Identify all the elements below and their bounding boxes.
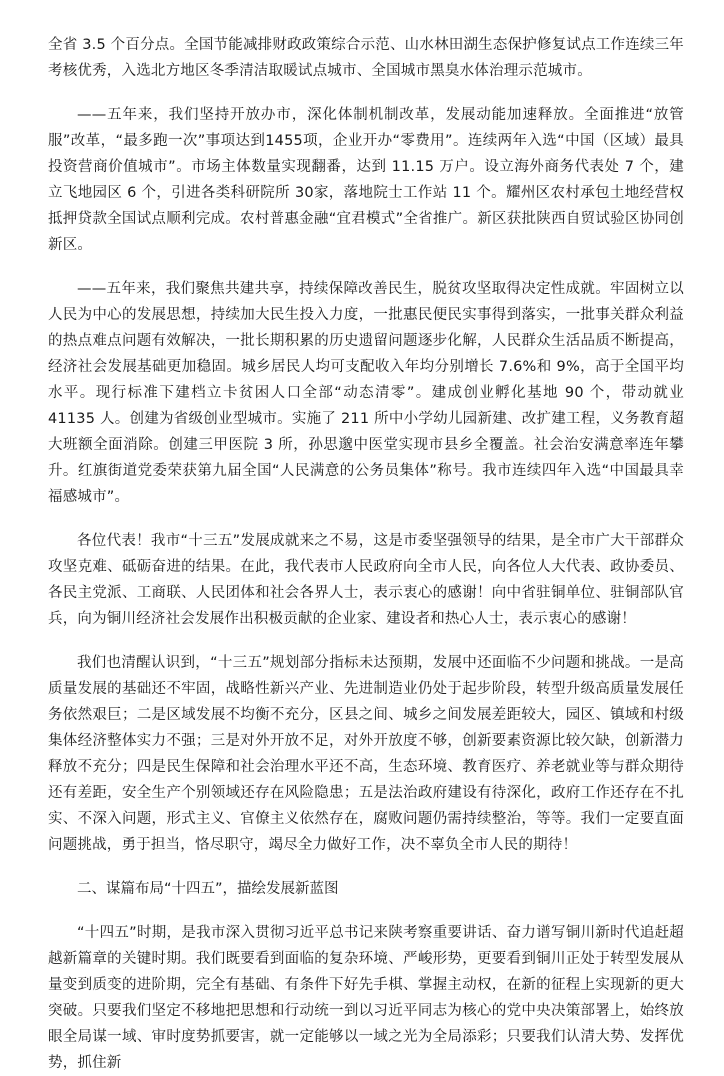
paragraph-gap — [48, 858, 684, 876]
document-page — [48, 32, 684, 1076]
paragraph-4: 各位代表！我市“十三五”发展成就来之不易，这是市委坚强领导的结果，是全市广大干部群众攻坚克难、砥砺奋进的结果。在此，我代表市人民政府向全市人民，向各位人大代表、政协委员、各民主党派、工商联、人民团体和社会各界人士，表示衷心的感谢！向中省驻铜单位、驻铜部队官兵，向为铜川经济社会发展作出积极贡献的企业家、建设者和热心人士，表示衷心的感谢！ — [48, 533, 684, 627]
paragraph-gap — [48, 258, 684, 276]
paragraph-gap — [48, 84, 684, 102]
paragraph-1: 全省 3.5 个百分点。全国节能减排财政政策综合示范、山水林田湖生态保护修复试点工作连续三年考核优秀，入选北方地区冬季清洁取暖试点城市、全国城市黑臭水体治理示范城市。 — [48, 37, 684, 79]
paragraph-gap — [48, 510, 684, 528]
paragraph-gap — [48, 902, 684, 920]
paragraph-5: 我们也清醒认识到，“十三五”规划部分指标未达预期，发展中还面临不少问题和挑战。一是高质量发展的基础还不牢固，战略性新兴产业、先进制造业仍处于起步阶段，转型升级高质量发展任务依然艰巨；二是区域发展不均衡不充分，区县之间、城乡之间发展差距较大，园区、镇域和村级集体经济整体实力不强；三是对外开放不足，对外开放度不够，创新要素资源比较欠缺，创新潜力释放不充分；四是民生保障和社会治理水平还不高，生态环境、教育医疗、养老就业等与群众期待还有差距，安全生产个别领域还存在风险隐患；五是法治政府建设有待深化，政府工作还存在不扎实、不深入问题，形式主义、官僚主义依然存在，腐败问题仍需持续整治，等等。我们一定要直面问题挑战，勇于担当，恪尽职守，竭尽全力做好工作，决不辜负全市人民的期待！ — [48, 655, 684, 853]
paragraph-6: “十四五”时期，是我市深入贯彻习近平总书记来陕考察重要讲话、奋力谱写铜川新时代追赶超越新篇章的关键时期。我们既要看到面临的复杂环境、严峻形势，更要看到铜川正处于转型发展从量变到质变的进阶期，完全有基础、有条件下好先手棋、掌握主动权，在新的征程上实现新的更大突破。只要我们坚定不移地把思想和行动统一到以习近平同志为核心的党中央决策部署上，始终放眼全局谋一域、审时度势抓要害，就一定能够以一域之光为全局添彩；只要我们认清大势、发挥优势，抓住新 — [48, 925, 684, 1071]
section-heading: 二、谋篇布局“十四五”，描绘发展新蓝图 — [77, 881, 339, 897]
paragraph-3: ——五年来，我们聚焦共建共享，持续保障改善民生，脱贫攻坚取得决定性成就。牢固树立以人民为中心的发展思想，持续加大民生投入力度，一批惠民便民实事得到落实，一批事关群众利益的热点难点问题有效解决，一批长期积累的历史遗留问题逐步化解，人民群众生活品质不断提高，经济社会发展基础更加稳固。城乡居民人均可支配收入年均分别增长 7.6%和 9%，高于全国平均水平。现行标准下建档立卡贫困人口全部“动态清零”。建成创业孵化基地 90 个，带动就业 41135 人。创建为省级创业型城市。实施了 211 所中小学幼儿园新建、改扩建工程，义务教育超大班额全面消除。创建三甲医院 3 所，孙思邈中医堂实现市县乡全覆盖。社会治安满意率连年攀升。红旗街道党委荣获第九届全国“人民满意的公务员集体”称号。我市连续四年入选“中国最具幸福感城市”。 — [48, 281, 684, 505]
paragraph-gap — [48, 632, 684, 650]
paragraph-2: ——五年来，我们坚持开放办市，深化体制机制改革，发展动能加速释放。全面推进“放管服”改革，“最多跑一次”事项达到1455项，企业开办“零费用”。连续两年入选“中国（区域）最具投资营商价值城市”。市场主体数量实现翻番，达到 11.15 万户。设立海外商务代表处 7 个，建立飞地园区 6 个，引进各类科研院所 30家，落地院士工作站 11 个。耀州区农村承包土地经营权抵押贷款全国试点顺利完成。农村普惠金融“宜君模式”全省推广。新区获批陕西自贸试验区协同创新区。 — [48, 107, 684, 253]
